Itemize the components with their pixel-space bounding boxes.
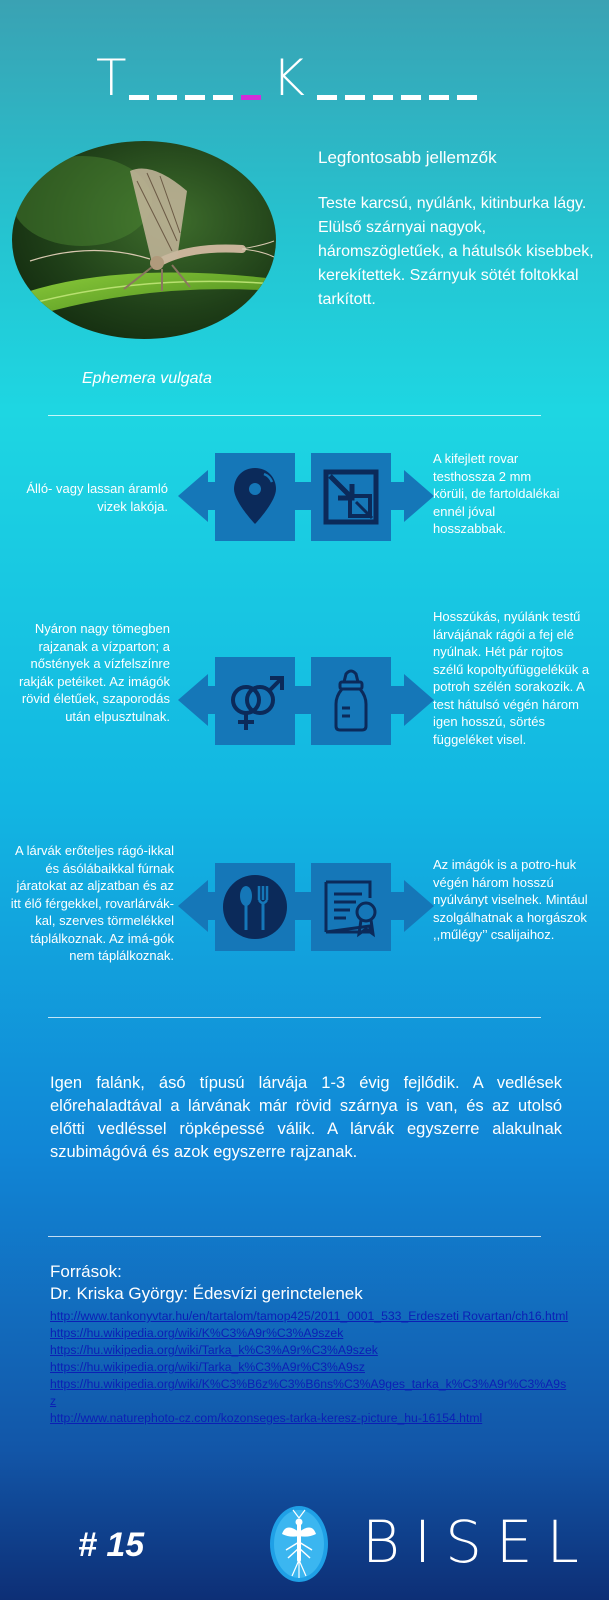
title-blank bbox=[345, 95, 365, 100]
page-number: # 15 bbox=[78, 1526, 145, 1564]
sources-heading: Források: bbox=[50, 1262, 122, 1281]
feature-1-left-tile bbox=[215, 453, 295, 541]
left-arrow bbox=[178, 880, 208, 932]
feature-2-left-text: Nyáron nagy tömegben rajzanak a vízparton; a nőstények a vízfelszínre rakják petéiket. Az imágók rövid életűek, szaporodás után elpusztulnak. bbox=[18, 621, 170, 724]
title-blank bbox=[129, 95, 149, 100]
location-pin-icon bbox=[220, 462, 290, 532]
feature-1-left-text: Álló- vagy lassan áramló vizek lakója. bbox=[26, 481, 168, 514]
feature-3-left-tile bbox=[215, 863, 295, 951]
title-blank bbox=[157, 95, 177, 100]
baby-bottle-icon bbox=[316, 666, 386, 736]
right-arrow bbox=[404, 470, 434, 522]
title-blank bbox=[317, 95, 337, 100]
feature-1-right-tile bbox=[311, 453, 391, 541]
left-arrow bbox=[178, 470, 208, 522]
divider bbox=[48, 415, 541, 416]
sources-links bbox=[50, 1308, 570, 1427]
intro-text: Teste karcsú, nyúlánk, kitinburka lágy. Elülső szárnyai nagyok, háromszögletűek, a hátulsók kisebbek, kerekítettek. Szárnyuk sötét foltokkal tarkított. bbox=[318, 195, 594, 308]
title-second-letter: K bbox=[272, 49, 306, 107]
feature-2-right-tile bbox=[311, 657, 391, 745]
feature-1-right-text: A kifejlett rovar testhossza 2 mm körüli, de fartoldalékai ennél jóval hosszabbak. bbox=[433, 451, 560, 536]
feature-2-left-tile bbox=[215, 657, 295, 745]
summary-text: Igen falánk, ásó típusú lárvája 1-3 évig fejlődik. A vedlések előrehaladtával a lárvának már rövid szárnya is van, és az utolsó előtti vedléssel röpképessé válik. A lárvák egyszerre alakulnak szubimágóvá és azok egyszerre rajzanak. bbox=[50, 1074, 562, 1161]
spoon-fork-icon bbox=[220, 872, 290, 942]
source-link[interactable]: http://www.naturephoto-cz.com/kozonseges-tarka-keresz-picture_hu-16154.html bbox=[50, 1411, 483, 1425]
left-arrow bbox=[178, 674, 208, 726]
title-first-letter: T bbox=[96, 49, 128, 107]
feature-3-right-text: Az imágók is a potro-huk végén három hosszú nyúlványt viselnek. Mintául szolgálhatnak a horgászok ,,műlégy’’ csalijaihoz. bbox=[433, 857, 588, 942]
source-link[interactable]: http://www.tankonyvtar.hu/en/tartalom/tamop425/2011_0001_533_Erdeszeti Rovartan/ch16.html bbox=[50, 1309, 569, 1323]
mayfly-logo-icon bbox=[268, 1504, 330, 1584]
source-link[interactable]: https://hu.wikipedia.org/wiki/K%C3%B6z%C3%B6ns%C3%A9ges_tarka_k%C3%A9r%C3%A9sz bbox=[50, 1377, 567, 1408]
size-compress-icon bbox=[316, 462, 386, 532]
source-link[interactable]: https://hu.wikipedia.org/wiki/Tarka_k%C3%A9r%C3%A9sz bbox=[50, 1360, 365, 1374]
sources-book: Dr. Kriska György: Édesvízi gerinctelenek bbox=[50, 1284, 363, 1303]
source-link[interactable]: https://hu.wikipedia.org/wiki/K%C3%A9r%C3%A9szek bbox=[50, 1326, 344, 1340]
feature-3-left-text: A lárvák erőteljes rágó-ikkal és ásólábaikkal fúrnak járatokat az aljzatban és az itt élő férgekkel, rovarlárvák-kal, szerves törmelékkel táplálkoznak. Az imá-gók nem táplálkoznak. bbox=[10, 843, 174, 963]
divider bbox=[48, 1236, 541, 1237]
feature-2-right-text: Hosszúkás, nyúlánk testű lárvájának rágói a fej elé nyúlnak. Hét pár rojtos szélű kopoltyúfüggelékük a potroh szélén sorakozik. A test hátulsó végén három igen hosszú, sörtés függeléket visel. bbox=[433, 609, 590, 747]
title-blank bbox=[373, 95, 393, 100]
title-blank bbox=[429, 95, 449, 100]
title-blank bbox=[185, 95, 205, 100]
divider bbox=[48, 1017, 541, 1018]
title-blank bbox=[457, 95, 477, 100]
title-word-separator bbox=[241, 95, 261, 100]
mayfly-illustration bbox=[12, 141, 276, 339]
source-link[interactable]: https://hu.wikipedia.org/wiki/Tarka_k%C3%A9r%C3%A9szek bbox=[50, 1343, 378, 1357]
gender-symbols-icon bbox=[220, 666, 290, 736]
right-arrow bbox=[404, 674, 434, 726]
title-blank bbox=[213, 95, 233, 100]
right-arrow bbox=[404, 880, 434, 932]
feature-3-right-tile bbox=[311, 863, 391, 951]
mayfly-photo bbox=[12, 141, 276, 339]
page-title bbox=[96, 46, 536, 106]
certificate-icon bbox=[316, 872, 386, 942]
title-blank bbox=[401, 95, 421, 100]
photo-caption: Ephemera vulgata bbox=[82, 370, 212, 387]
section-subtitle: Legfontosabb jellemzők bbox=[318, 148, 497, 167]
brand-logo-text: BISEL bbox=[362, 1508, 593, 1576]
